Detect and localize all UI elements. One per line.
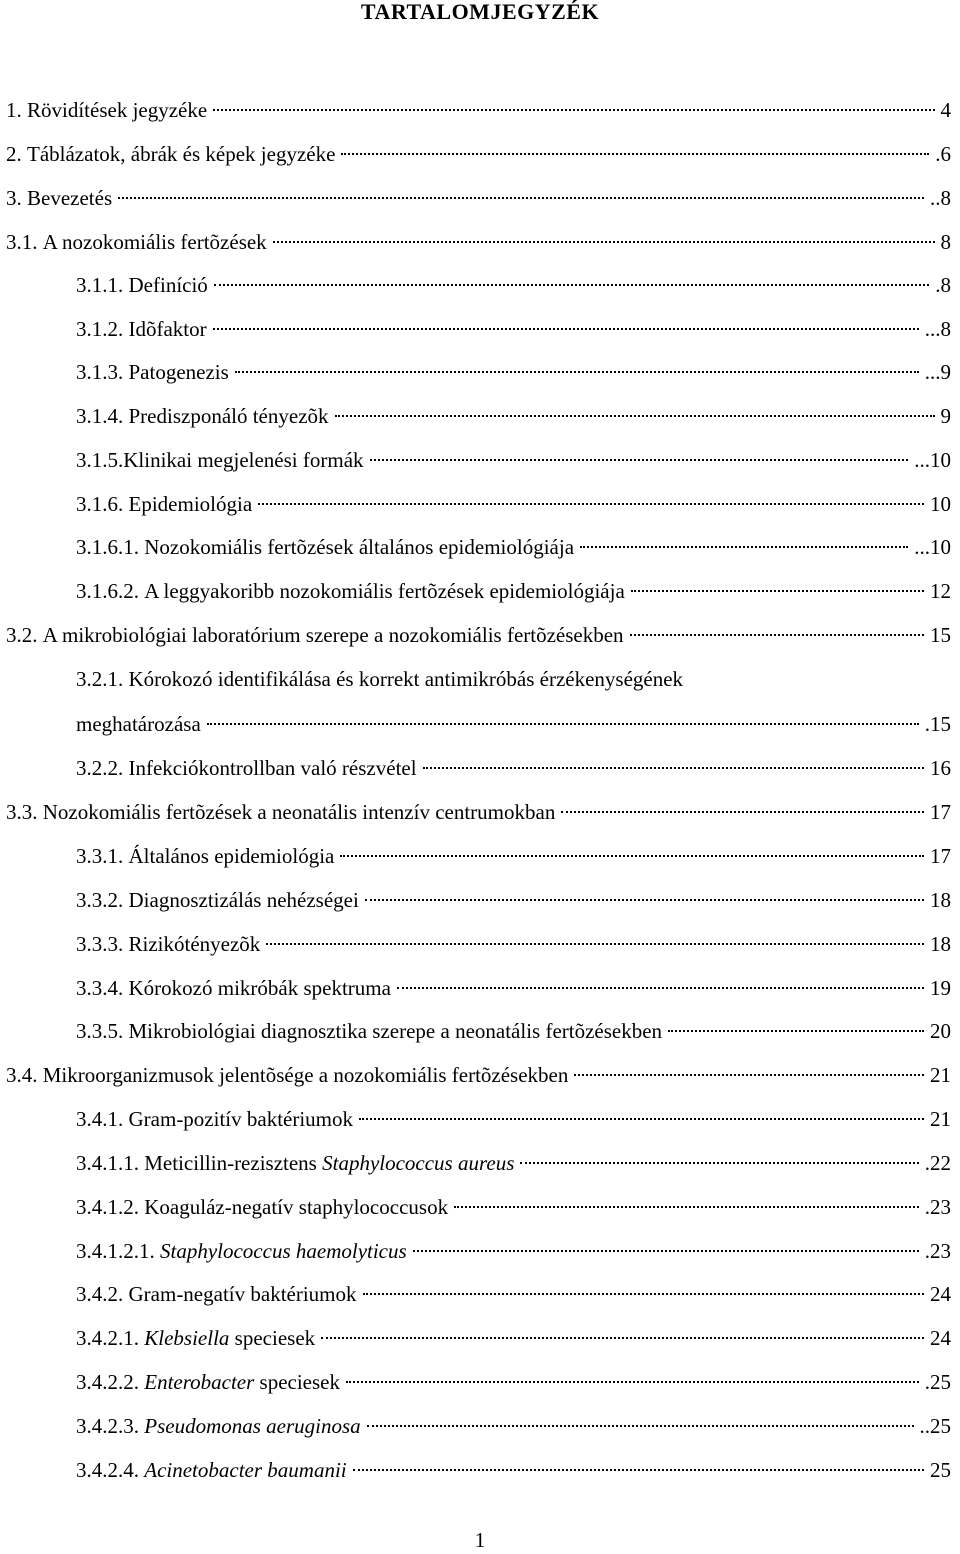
toc-entry-number: 2. [6, 142, 22, 166]
toc-entry-title: Klebsiella speciesek [144, 1326, 316, 1350]
dot-leader [340, 833, 924, 863]
toc-entry[interactable] [76, 833, 951, 868]
toc-entry-title: Kórokozó mikróbák spektruma [128, 976, 391, 1000]
toc-entry[interactable] [76, 524, 951, 559]
toc-entry[interactable] [6, 175, 951, 210]
toc-entry-page: .23 [924, 1239, 951, 1263]
toc-entry-page: 16 [930, 756, 951, 780]
toc-entry-page: ...9 [924, 360, 951, 384]
toc-entry-number: 3.1.6. [76, 492, 124, 516]
toc-entry[interactable] [76, 965, 951, 1000]
toc-entry[interactable] [76, 568, 951, 603]
toc-entry-page: ..8 [930, 186, 951, 210]
toc-entry-page: 12 [930, 579, 951, 603]
toc-entry[interactable] [76, 701, 951, 736]
toc-entry-number: 3.3.4. [76, 976, 124, 1000]
toc-entry-number: 3.4.2.4. [76, 1458, 139, 1482]
toc-entry-title: Acinetobacter baumanii [144, 1458, 347, 1482]
toc-entry-page: ..25 [919, 1414, 951, 1438]
toc-entry-page: 18 [930, 932, 951, 956]
toc-entry[interactable] [76, 656, 951, 691]
toc-entry-page: 17 [930, 800, 951, 824]
toc-entry[interactable] [76, 262, 951, 297]
dot-leader [574, 1052, 924, 1082]
toc-entry-page: 25 [930, 1458, 951, 1482]
toc-entry-page: ...10 [914, 535, 951, 559]
toc-entry-title: meghatározása [76, 712, 201, 736]
toc-entry-page: 19 [930, 976, 951, 1000]
toc-entry[interactable] [76, 1403, 951, 1438]
toc-entry-number: 3.1.4. [76, 404, 124, 428]
toc-entry[interactable] [76, 877, 951, 912]
toc-entry[interactable] [76, 1184, 951, 1219]
toc-entry-title: Táblázatok, ábrák és képek jegyzéke [27, 142, 336, 166]
toc-entry-title: Enterobacter speciesek [144, 1370, 340, 1394]
dot-leader [561, 789, 924, 819]
toc-entry-number: 3.3.1. [76, 844, 124, 868]
toc-entry-title: A mikrobiológiai laboratórium szerepe a nozokomiális fertõzésekben [42, 623, 624, 647]
toc-entry-title: Diagnosztizálás nehézségei [128, 888, 359, 912]
toc-entry-title: Patogenezis [128, 360, 229, 384]
toc-entry[interactable] [76, 1096, 951, 1131]
toc-entry-number: 3.3.2. [76, 888, 124, 912]
dot-leader [363, 1271, 924, 1301]
dot-leader [214, 262, 929, 292]
toc-entry-number: 3.1.6.1. [76, 535, 139, 559]
toc-entry[interactable] [76, 745, 951, 780]
toc-entry-number: 3.1.3. [76, 360, 124, 384]
dot-leader [213, 306, 919, 336]
toc-entry-title: Gram-negatív baktériumok [128, 1282, 357, 1306]
dot-leader [335, 393, 935, 423]
toc-entry-number: 3.4.1.2. [76, 1195, 139, 1219]
toc-entry-title: Koaguláz-negatív staphylococcusok [144, 1195, 449, 1219]
toc-entry-title: Definíció [128, 273, 208, 297]
toc-entry[interactable] [76, 1271, 951, 1306]
toc-entry-title: Meticillin-rezisztens Staphylococcus aureus [144, 1151, 515, 1175]
toc-entry-title: Rizikótényezõk [128, 932, 261, 956]
toc-entry-title: A nozokomiális fertõzések [42, 230, 267, 254]
toc-entry-page: 17 [930, 844, 951, 868]
toc-entry[interactable] [6, 612, 951, 647]
page-number: 1 [474, 1528, 486, 1552]
dot-leader [413, 1228, 919, 1258]
toc-entry-page: 20 [930, 1019, 951, 1043]
dot-leader [341, 131, 929, 161]
dot-leader [118, 175, 924, 205]
toc-entry-number: 3.3.3. [76, 932, 124, 956]
toc-entry-number: 3.2.2. [76, 756, 124, 780]
toc-entry[interactable] [76, 437, 951, 472]
toc-entry-page: 9 [940, 404, 951, 428]
toc-entry-number: 3.3.5. [76, 1019, 124, 1043]
toc-entry-page: .6 [935, 142, 951, 166]
toc-entry-page: 15 [930, 623, 951, 647]
dot-leader [580, 524, 908, 554]
toc-entry-page: 24 [930, 1282, 951, 1306]
dot-leader [370, 437, 909, 467]
toc-entry-page: 24 [930, 1326, 951, 1350]
toc-entry-page: .25 [924, 1370, 951, 1394]
toc-entry-title: Prediszponáló tényezõk [128, 404, 329, 428]
dot-leader [266, 921, 924, 951]
toc-entry[interactable] [76, 306, 951, 341]
dot-leader [367, 1403, 914, 1433]
toc-entry-number: 3.4.1.1. [76, 1151, 139, 1175]
toc-entry-title: Infekciókontrollban való részvétel [128, 756, 417, 780]
toc-entry-page: .22 [924, 1151, 951, 1175]
toc-entry-title: Kórokozó identifikálása és korrekt antimikróbás érzékenységének [128, 667, 684, 691]
toc-entry-number: 3.3. [6, 800, 38, 824]
toc-entry-page: 21 [930, 1063, 951, 1087]
dot-leader [321, 1315, 924, 1345]
toc-entry-title: A leggyakoribb nozokomiális fertõzések epidemiológiája [144, 579, 625, 603]
toc-entry-page: ...8 [924, 317, 951, 341]
dot-leader [631, 568, 924, 598]
toc-entry-number: 3.1. [6, 230, 38, 254]
toc-entry-title: Mikroorganizmusok jelentõsége a nozokomiális fertõzésekben [42, 1063, 569, 1087]
toc-entry-page: 18 [930, 888, 951, 912]
toc-entry-title: Idõfaktor [128, 317, 207, 341]
dot-leader [454, 1184, 919, 1214]
toc-entry[interactable] [76, 1447, 951, 1482]
toc-entry-page: .15 [924, 712, 951, 736]
dot-leader [689, 656, 945, 686]
dot-leader [365, 877, 924, 907]
toc-entry-number: 3.4.2. [76, 1282, 124, 1306]
dot-leader [359, 1096, 924, 1126]
toc-entry-title: Bevezetés [27, 186, 113, 210]
dot-leader [213, 87, 934, 117]
toc-entry-title: Gram-pozitív baktériumok [128, 1107, 354, 1131]
toc-entry-number: 3. [6, 186, 22, 210]
toc-entry-number: 3.1.6.2. [76, 579, 139, 603]
dot-leader [258, 481, 924, 511]
toc-entry-page: .23 [924, 1195, 951, 1219]
toc-entry[interactable] [6, 219, 951, 254]
toc-entry[interactable] [76, 1228, 951, 1263]
toc-entry-title: Klinikai megjelenési formák [123, 448, 364, 472]
toc-entry-number: 3.1.1. [76, 273, 124, 297]
toc-entry-page: ...10 [914, 448, 951, 472]
toc-entry-number: 3.4.2.3. [76, 1414, 139, 1438]
dot-leader [273, 219, 935, 249]
toc-entry[interactable] [76, 481, 951, 516]
toc-entry-title: Nozokomiális fertõzések általános epidemiológiája [144, 535, 575, 559]
dot-leader [668, 1008, 924, 1038]
toc-entry[interactable] [76, 349, 951, 384]
toc-entry[interactable] [76, 921, 951, 956]
dot-leader [353, 1447, 924, 1477]
toc-entry-number: 3.4.1.2.1. [76, 1239, 155, 1263]
toc-entry-title: Nozokomiális fertõzések a neonatális intenzív centrumokban [42, 800, 556, 824]
toc-entry-number: 3.4.1. [76, 1107, 124, 1131]
dot-leader [520, 1140, 918, 1170]
toc-entry-title: Rövidítések jegyzéke [27, 98, 208, 122]
toc-entry-number: 3.2.1. [76, 667, 124, 691]
toc-entry-title: Általános epidemiológia [128, 844, 335, 868]
toc-entry[interactable] [76, 1315, 951, 1350]
toc-entry[interactable] [6, 789, 951, 824]
dot-leader [235, 349, 919, 379]
toc-entry[interactable] [6, 1052, 951, 1087]
toc-entry-page: .8 [935, 273, 951, 297]
dot-leader [423, 745, 924, 775]
toc-entry-title: Epidemiológia [128, 492, 253, 516]
dot-leader [346, 1359, 919, 1389]
dot-leader [207, 701, 919, 731]
toc-entry-title: Mikrobiológiai diagnosztika szerepe a neonatális fertõzésekben [128, 1019, 663, 1043]
toc-entry-title: Pseudomonas aeruginosa [144, 1414, 361, 1438]
dot-leader [397, 965, 924, 995]
toc-entry[interactable] [6, 87, 951, 122]
toc-entry-number: 1. [6, 98, 22, 122]
toc-entry-title: Staphylococcus haemolyticus [160, 1239, 407, 1263]
toc-entry-number: 3.1.2. [76, 317, 124, 341]
toc-entry-number: 3.4.2.1. [76, 1326, 139, 1350]
toc-entry-page: 8 [940, 230, 951, 254]
toc-entry-number: 3.2. [6, 623, 38, 647]
toc-entry[interactable] [6, 131, 951, 166]
toc-entry-page: 4 [940, 98, 951, 122]
toc-entry-page: 21 [930, 1107, 951, 1131]
toc-entry-number: 3.4. [6, 1063, 38, 1087]
toc-entry[interactable] [76, 1359, 951, 1394]
toc-entry-number: 3.4.2.2. [76, 1370, 139, 1394]
toc-entry[interactable] [76, 1140, 951, 1175]
page-title: TARTALOMJEGYZÉK [360, 0, 600, 24]
toc-entry[interactable] [76, 393, 951, 428]
toc-entry-number: 3.1.5. [76, 448, 124, 472]
toc-entry[interactable] [76, 1008, 951, 1043]
toc-entry-page: 10 [930, 492, 951, 516]
dot-leader [630, 612, 924, 642]
